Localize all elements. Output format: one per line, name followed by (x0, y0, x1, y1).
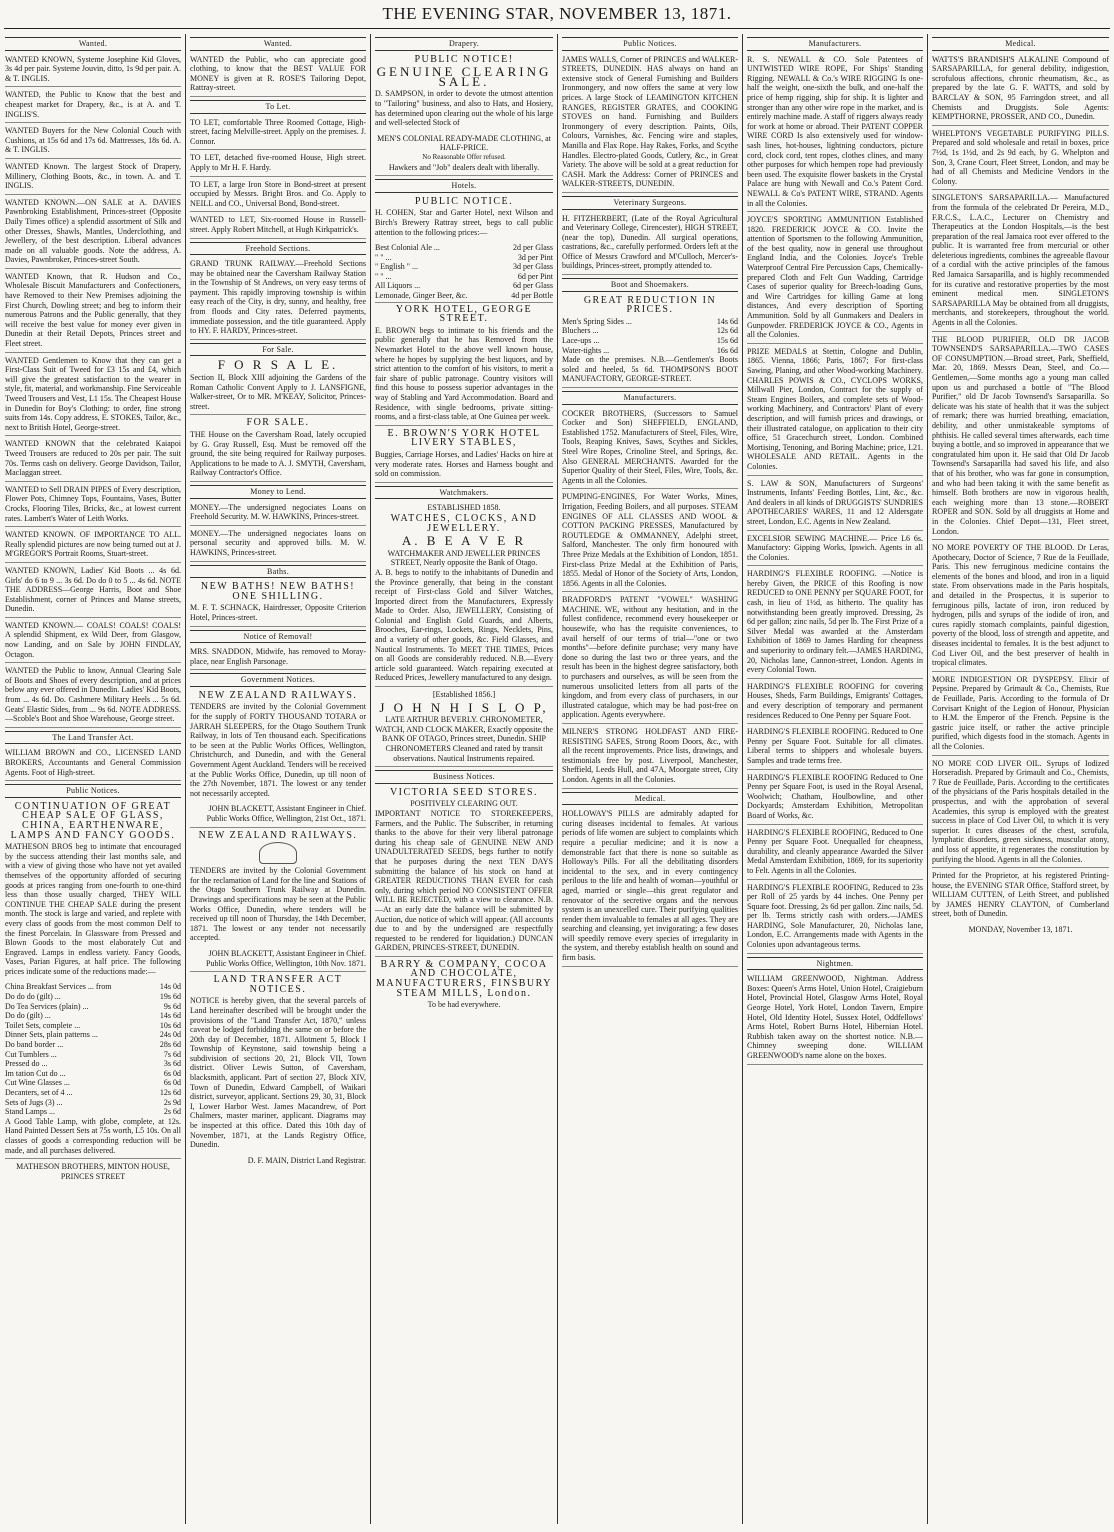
item-label: Water-tights ... (562, 345, 610, 355)
item-price: 6s 0d (163, 1078, 181, 1088)
issue-date: MONDAY, November 13, 1871. (968, 925, 1073, 935)
signature: JOHN BLACKETT, Assistant Engineer in Chief. Public Works Office, Wellington, 10th Nov. 1871. (190, 949, 366, 972)
advertisement: TO LET, a large Iron Store in Bond-street at present occupied by Messrs. Bright Bros. and Co. Apply to NEILL and CO., Universal Bond, Bond-street. (190, 180, 366, 213)
column-divider (185, 34, 186, 1524)
price-row (562, 336, 738, 346)
advertisement: WANTED KNOWN. OF IMPORTANCE TO ALL. Really splendid pictures are now being turned out at J. M'GREGOR'S Portrait Rooms, Stuart-street. (5, 530, 181, 563)
section-heading: Wanted. (5, 37, 181, 51)
column-divider (370, 34, 371, 1524)
price-row (562, 326, 738, 336)
item-price: 6d per Pint (517, 271, 553, 281)
advertisement: MONEY.—The undersigned negociates Loans on Freehold Security. M. W. HAWKINS, Princes-street. (190, 503, 366, 526)
item-label: " " ... (375, 271, 392, 281)
advertisement: THE BLOOD PURIFIER, OLD DR JACOB TOWNSEND'S SARSAPARILLA.—TWO CASES OF CONSUMPTION.—Broad street, Park, Sheffield, Mar. 20, 1869. Messrs Dean, Steel, and Co.—Gentlemen,—Some months ago a young man called upon us and purchased a bottle of "The Blood Purifier," old Dr Jacob Townsend's Sarsaparilla. So delicate was his state of health that it was the subject of remark; there was hurried breathing, emaciation, debility, and other unmistakeable symptoms of phthisis. He called several times afterwards, each time buying a bottle, and so improved in appearance that we congratulated him upon it. He said that Old Dr Jacob Townsend's Sarsaparilla had saved his life, and also that of his brother, who was far gone in consumption, and who had been taking it with the same benefit as himself. Both brothers are now in vigorous health, each weighing more than 13 stone.—ROBERT ROPER and SON. Sold by all druggists at Home and in the Colonies. Chief Depot—131, Fleet street, London. (932, 335, 1109, 540)
section-heading: Medical. (562, 792, 738, 806)
price-row (375, 281, 553, 291)
item-price: 16s 6d (716, 345, 738, 355)
column-2 (187, 34, 369, 1524)
item-price: 7s 6d (163, 1049, 181, 1059)
advertisement: WANTED the Public to know, Annual Clearing Sale of Boots and Shoes of every description, and at prices below any ever offered in Dunedin. Ladies' Kid Boots, from ... 4s 6d. Do. Cashmere Military Heels ... 5s 6d. Geats' Elastic Sides, from ... 9s 6d. NOTE ADDRESS.—Scoble's Boot and Shoe Warehouse, George street. (5, 666, 181, 728)
section-heading: Nightmen. (747, 957, 923, 971)
ad-heading: BARRY & COMPANY, COCOA AND CHOCOLATE, MANUFACTURERS, FINSBURY STEAM MILLS, London. (375, 958, 552, 999)
column-divider (927, 34, 928, 1524)
price-row (5, 1021, 181, 1031)
section-heading: Government Notices. (190, 673, 366, 687)
section-heading: Veterinary Surgeons. (562, 196, 738, 210)
section-heading: For Sale. (190, 343, 366, 357)
item-price: 15s 6d (716, 336, 738, 346)
advertisement: WANTED KNOWN.— COALS! COALS! COALS! A splendid Shipment, ex Wild Deer, from Glasgow, now Landing, and on Sale by JOHN FINDLAY, Octagon. (5, 621, 181, 663)
price-row (5, 1069, 181, 1079)
column-3 (372, 34, 556, 1524)
section-heading: Boot and Shoemakers. (562, 278, 738, 292)
ad-heading: NEW ZEALAND RAILWAYS. (198, 689, 358, 701)
section-heading: Baths. (190, 565, 366, 579)
advertisement: WANTED Buyers for the New Colonial Couch with Cushions, at 15s 6d and 17s 6d. Mattresses, 18s 6d. A. & T. INGLIS. (5, 126, 181, 159)
price-list (5, 982, 181, 1116)
advertisement: E. BROWN begs to intimate to his friends and the public generally that he has Removed from the Newmarket Hotel to the above well known house, where he hopes by supplying the best liquors, and by strict attention to the comfort of his visitors, to merit a fair share of public patronage. Country visitors will find this house to possess superior advantages in the way of Stabling and Yard Accommodation. Board and Residence, with single bedrooms, private sitting-rooms, and a first-class table, at One Guinea per week. (375, 326, 553, 426)
price-row (375, 243, 553, 253)
advertisement: TENDERS are invited by the Colonial Government for the reclamation of Land for the line and Stations of the Otago Southern Trunk Railway at Dunedin. Drawings and specifications may be seen at the Public Works Office, Dunedin, where tenders will be received up till noon of Thursday, the 14th December, 1871. The lowest or any tender not necessarily accepted. (190, 866, 366, 943)
item-price: 6d per Glass (513, 281, 553, 291)
advertisement: NOTICE is hereby given, that the several parcels of Land hereinafter described will be brought under the provisions of the "Land Transfer Act, 1870," unless caveat be lodged forbidding the same on or before the 20th day of December, 1871. Allotment 5, Block I Township of Keynstone, said township being a subdivision of sections 20, 21, Block VII, Town district. Oliver Lewis Sutton, of Caversham, blacksmith, applicant. Part of section 27, Block XIV, Town of Dunedin, Edward Campbell, of Waikari district, surveyor, applicant. Sections 29, 30, 31, Block I, Lower Harbor West. James Macandrew, of Port Chalmers, master mariner, applicant. Diagrams may be inspected at this office. Dated this 10th day of November, 1871, at the Lands Registry Office, Dunedin. (190, 996, 366, 1150)
price-row (5, 1030, 181, 1040)
item-label: Do do (gilt) ... (5, 1011, 51, 1021)
item-label: Stand Lamps ... (5, 1107, 55, 1117)
section-heading: Money to Lend. (190, 485, 366, 499)
advertisement: LATE ARTHUR BEVERLY. CHRONOMETER, WATCH, AND CLOCK MAKER, Exactly opposite the BANK OF OTAGO, Princes street, Dunedin. SHIP CHRONOMETERS Cleaned and rated by transit observations. Nautical Instruments repaired. (375, 715, 553, 767)
advertisement: HARDING'S FLEXIBLE ROOFING. Reduced to One Penny per Square Foot. Suitable for all climates. Liberal terms to shippers and wholesale buyers. Samples and trade terms free. (747, 727, 923, 769)
advertisement: MRS. SNADDON, Midwife, has removed to Moray-place, near English Parsonage. (190, 647, 366, 670)
item-label: Dinner Sets, plain patterns ... (5, 1030, 98, 1040)
advertisement: H. FITZHERBERT, (Late of the Royal Agricultural and Veterinary College, Cirencester), HIGH STREET, (near the top), Dunedin. All surgical operations, castrations, &c., carefully performed. Orders left at the Office of Messrs Crawford and M'Culloch, Mercer's-buildings, Princes-street, promptly attended to. (562, 214, 738, 276)
section-heading: Manufacturers. (562, 391, 738, 405)
advertisement: THE House on the Caversham Road, lately occupied by G. Gray Russell, Esq. Must be removed off the ground, the site being required for Railway purposes. Applications to be made to A. J. SMYTH, Caversham, Railway Contractor's Office. (190, 430, 366, 482)
ad-heading: VICTORIA SEED STORES. (389, 786, 539, 798)
item-label: Toilet Sets, complete ... (5, 1020, 81, 1030)
notice-heading: CONTINUATION OF GREAT CHEAP SALE OF GLASS, CHINA, EARTHENWARE, LAMPS AND FANCY GOODS. (10, 800, 176, 841)
column-divider (742, 34, 743, 1524)
ad-line: To be had everywhere. (427, 1000, 501, 1010)
advertisement: NO MORE COD LIVER OIL. Syrups of Iodized Horseradish. Prepared by Grimault and Co., Chemists, 7 Rue de Feuillade, Paris. According to the certificates of the physicians of the Paris hospitals detailed in the prospectus, and with the approbation of several Academies, this syrup is employed with the greatest success in place of Cod Liver Oil, to which it is very superior. It cures diseases of the chest, scrofula, lymphatic disorders, green sickness, muscular atony, and loss of appetite, it regenerates the constitution by purifying the blood. Agents in all the Colonies. (932, 759, 1109, 869)
price-row (5, 1088, 181, 1098)
advertisement: WANTED KNOWN.—ON SALE at A. DAVIES Pawnbroking Establishment, Princes-street (Opposite Daily Times office) a splendid assortment of Silk and other Dresses, Shawls, Mantles, Underclothing, and Jewellery, of the best description. Liberal advances made on all valuable goods. Note the address, A. Davies, Pawnbroker, Princes-street South. (5, 198, 181, 269)
ad-line: ESTABLISHED 1858. (427, 503, 501, 513)
column-6 (929, 34, 1112, 1524)
advertisement: HARDING'S FLEXIBLE ROOFING. —Notice is hereby Given, the PRICE of this Roofing is now REDUCED to ONE PENNY per SQUARE FOOT, for cash, in lieu of 1½d, as hitherto. The quality has notwithstanding been greatly improved. Dressing, 2s 6d per gallon; zinc nails, 5d per lb. The First Prize of a Silver Medal was awarded at the Amsterdam Exhibition of 1869 to James Harding for cheapness and superiority to ordinary felt.—JAMES HARDING, 20, Nicholas lane, Cannon-street, London. Agents in every Colonial Town. (747, 569, 923, 679)
ad-heading: GENUINE CLEARING SALE. (376, 64, 552, 89)
item-label: China Breakfast Services ... from (5, 982, 112, 992)
advertisement: NO MORE POVERTY OF THE BLOOD. Dr Leras, Apothecary, Doctor of Science, 7 Rue de la Feuillade, Paris. This new ferruginous medicine contains the elements of the bones and blood, and iron in a liquid state. From observations made in the Paris hospitals, and detailed in the Prospectus, it is superior to ferruginous pills, lactate of iron, iron reduced by hydrogen, pills and syrups of the iodide of iron, and cures rapidly stomach complaints, painful digestion, poverty of the blood, loss of strength and appetite, and diseases incidental to females. It is the best adjunct to Cod Liver Oil, and the best preserver of health in tropical climates. (932, 543, 1109, 672)
item-label: Cut Wine Glasses ... (5, 1078, 70, 1088)
item-label: Do Tea Services (plain) ... (5, 1001, 89, 1011)
advertisement: WILLIAM BROWN and CO., LICENSED LAND BROKERS, Accountants and General Commission Agents. Foot of High-street. (5, 748, 181, 781)
advertisement: COCKER BROTHERS, (Successors to Samuel Cocker and Son) SHEFFIELD, ENGLAND, Established 1752. Manufacturers of Steel, Files, Wire, Tools, Reaping Knives, Saws, Scythes and Sickles, Steel Wire Ropes, Crinoline Steel, and Springs, &c. Also GENERAL MERCHANTS. Awarded for the Superior Quality of their Steel, Files, Wire, Tools, &c. Agents in all the Colonies. (562, 409, 738, 490)
ad-heading: A. B E A V E R (401, 533, 527, 549)
section-heading: Manufacturers. (747, 37, 923, 51)
item-label: " " ... (375, 252, 392, 262)
signature: JOHN BLACKETT, Assistant Engineer in Chief. Public Works Office, Wellington, 21st Oct., 1871. (190, 804, 366, 827)
advertisement: R. S. NEWALL & CO. Sole Patentees of UNTWISTED WIRE ROPE, For Ships' Standing Rigging. NEWALL & Co.'s WIRE RIGGING Is one-half the weight, one-sixth the bulk, and one-half the price of hemp rigging, ship for ship. It is lighter and stronger than any other wire rope in the market, and is entirely machine made. A staff of riggers always ready for work at home or abroad. Their PATENT COPPER WIRE CORD Is also extensively used for window-sash lines, hot-houses, lightning conductors, picture cord, clock cord, tent ropes, clothes clines, and many other purposes for which hempen rope had previously been used. The exquisite flower baskets in the Crystal Palace are hung with Newall and Co.'s Patent Cord. NEWALL & Co's PATENT WIRE, STRAND. Agents in all the Colonies. (747, 55, 923, 213)
item-label: All Liquors ... (375, 281, 421, 291)
item-price: 14s 0d (159, 982, 181, 992)
advertisement: HARDING'S FLEXIBLE ROOFING Reduced to One Penny per Square Foot, is used in the Royal Arsenal, Woolwich; Chatham, Houlbowline, and other Dockyards; Amsterdam Exhibition, Metropolitan Board of Works, &c. (747, 773, 923, 825)
ad-line: MEN'S COLONIAL READY-MADE CLOTHING, at HALF-PRICE. (377, 133, 551, 153)
advertisement: EXCELSIOR SEWING MACHINE.— Price L6 6s. Manufactory: Gipping Works, Ipswich. Agents in all the Colonies. (747, 534, 923, 567)
ad-heading: J O H N H I S L O P, (379, 699, 549, 715)
ad-heading: PUBLIC NOTICE! (414, 53, 514, 65)
ads-list (190, 55, 366, 97)
ad-heading: GREAT REDUCTION IN PRICES. (583, 294, 717, 316)
advertisement: MILNER'S STRONG HOLDFAST AND FIRE-RESISTING SAFES, Strong Room Doors, &c., with all the recent improvements. Price lists, drawings, and testimonials free by post. Liverpool, Manchester, Sheffield, Leeds Hull, and 47A, Moorgate street, City London. Agents in all the Colonies. (562, 727, 738, 789)
coat-of-arms-icon (259, 842, 297, 864)
advertisement: GRAND TRUNK RAILWAY.—Freehold Sections may be obtained near the Caversham Railway Station in the Township of St Andrews, on very easy terms of payment. This rapidly improving township is within easy reach of the City, is dry, sunny, and healthy, free from floods and City rates. Deferred payments, immediate possession, and the title guaranteed. Apply to HY. F. HARDY, Princes-street. (190, 259, 366, 340)
price-row (375, 291, 553, 301)
item-price: 28s 6d (159, 1040, 181, 1050)
section-heading: Watchmakers. (375, 486, 553, 500)
ad-heading: FOR SALE. (246, 417, 310, 429)
signature: D. F. MAIN, District Land Registrar. (247, 1155, 366, 1165)
ad-line: WATCHMAKER AND JEWELLER PRINCES STREET, Nearly opposite the Bank of Otago. (387, 548, 541, 568)
item-price: 14s 6d (159, 1011, 181, 1021)
item-price: 12s 6d (159, 1088, 181, 1097)
advertisement: IMPORTANT NOTICE TO STOREKEEPERS, Farmers, and the Public. The Subscriber, in returning thanks to the above for their very liberal patronage during his cheap sale of GENUINE NEW AND UNADULTERATED SEEDS, begs further to notify that he purposes during the next TEN DAYS submitting the balance of his stock on hand at GREATER REDUCTIONS THAN EVER for cash only, during which period NO CONSISTENT OFFER WILL BE REJECTED, with a view to clearance. N.B.—At an early date the balance will be submitted by Auction, due notice of which will appear. (All accounts due to and by the undersigned are respectfully requested to be rendered for liquidation.) DUNCAN GARDEN, PRINCES-STREET, DUNEDIN. (375, 809, 553, 957)
item-label: Cut Tumblers ... (5, 1049, 57, 1059)
ads-list (747, 569, 923, 953)
advertisement: WANTED Known. The largest Stock of Drapery, Millinery, Clothing Boots, &c., in town. A. and T. INGLIS. (5, 162, 181, 195)
advertisement: HARDING'S FLEXIBLE ROOFING, Reduced to One Penny per Square Foot. Unequalled for cheapness, durability, and cleanly appearance Awarded the Silver Medal Amsterdam Exhibition, 1869, for its superiority to Felt. Agents in all the Colonies. (747, 828, 923, 880)
item-price: 14s 6d (716, 316, 738, 326)
advertisement: JAMES WALLS, Corner of PRINCES and WALKER-STREETS, DUNEDIN. HAS always on hand an extensive stock of General Furnishing and Builders Ironmongery, and now offers the same at very low prices. A large Stock of LEAMINGTON KITCHEN RANGES, REGISTER GRATES, and COOKING STOVES on hand. Furnishing and Builders Ironmongery of every description. Paints, Oils, Colours, Varnishes, &c. Fencing wire and staples, Manilla and Flax Rope. Hay Rakes, Forks, and Scythe Handles. Electro-plated Goods, Cutlery, &c., in Great Variety. The above will be sold at a great reduction for CASH. Mark the Address: Corner of PRINCES and WALKER-STREETS, DUNEDIN. (562, 55, 738, 193)
item-price: 9s 6d (163, 1001, 181, 1011)
section-heading: To Let. (190, 100, 366, 114)
advertisement: TO LET, comfortable Three Roomed Cottage, High-street, facing Melville-street. Apply on the premises. J. Connor. (190, 118, 366, 151)
advertisement: A. B. begs to notify to the inhabitants of Dunedin and the Province generally, that being in the constant receipt of First-class Gold and Silver Watches, Imported direct from the Manufacturers, Expressly Made to Order. Also, JEWELLERY, Consisting of Colonial and English Gold Guards, and Alberts, Brooches, Ear-rings, Lockets, Rings, Necklets, Pins, and a variety of other goods, &c. Field Glasses, and Nautical Instruments. To MEET THE TIMES, Prices on all Goods are considerably reduced. N.B.—Every article sold guaranteed. Watch repairing executed at Reduced Prices, Jewellery manufactured to any design. (375, 568, 553, 687)
printer-imprint: Printed for the Proprietor, at his registered Printing-house, the EVENING STAR Office, Stafford street, by WILLIAM CUTTEN, of Leith Street, and published by JAMES HENRY CLAYTON, of Cumberland street, both of Dunedin. (932, 871, 1109, 919)
section-heading: Public Notices. (562, 37, 738, 51)
ads-list (190, 118, 366, 239)
item-price: 3s 6d (163, 1059, 181, 1069)
item-label: Men's Spring Sides ... (562, 316, 632, 326)
section-heading: Freehold Sections. (190, 242, 366, 256)
advertisement: M. F. T. SCHNACK, Hairdresser, Opposite Criterion Hotel, Princes-street. (190, 603, 366, 626)
item-label: Bluchers ... (562, 326, 599, 336)
advertisement: WANTED to LET, Six-roomed House in Russell-street. Apply Robert Mitchell, at Hugh Kirkpatrick's. (190, 215, 366, 238)
price-row (5, 982, 181, 992)
ad-line: No Reasonable Offer refused. (422, 152, 506, 161)
section-heading: Notice of Removal! (190, 630, 366, 644)
price-row (5, 1011, 181, 1021)
advertisement: Made on the premises. N.B.—Gentlemen's Boots soled and heeled, 5s 6d. THOMPSON'S BOOT MANUFACTORY, GEORGE-STREET. (562, 355, 738, 388)
advertisement: MONEY.—The undersigned negociates loans on personal security and approved bills. M. W. HAWKINS, Princes-street. (190, 529, 366, 562)
ad-heading: NEW ZEALAND RAILWAYS. (198, 829, 358, 841)
item-label: Sets of Jugs (3) ... (5, 1097, 63, 1107)
section-heading: The Land Transfer Act. (5, 731, 181, 745)
item-label: Im tation Cut do ... (5, 1068, 66, 1078)
notice-tail: A Good Table Lamp, with globe, complete, at 12s. Hand Painted Dessert Sets at 75s worth, L5 10s. On all classes of goods a corresponding reduction will be made, and all purchases delivered. (5, 1117, 181, 1159)
ad-heading: YORK HOTEL, GEORGE STREET. (375, 302, 553, 324)
advertisement: WANTED Known, that R. Hudson and Co., Wholesale Biscuit Manufacturers and Confectioners, have Removed to their New Premises adjoining the First Church, Dowling street; and beg to inform their numerous Patrons and the Public generally, that they will receive the best value for money ever given in Dunedin at their Retail Depots, Princes street and Fleet street. (5, 272, 181, 353)
item-label: " English " ... (375, 262, 418, 272)
item-price: 3d per Pint (517, 252, 553, 262)
price-row (562, 346, 738, 356)
advertisement: WANTED the Public, who can appreciate good clothing, to know that the BEST VALUE FOR MONEY is given at R. ROSE'S Tailoring Depot, Rattray-street. (190, 55, 366, 97)
masthead-rule (4, 28, 1110, 29)
advertisement: WANTED KNOWN, Ladies' Kid Boots ... 4s 6d. Girls' do 6 to 9 ... 3s 6d. Do do 0 to 5 ... 4s 6d. NOTE THE ADDRESS—George Harris, Boot and Shoe Establishment, corner of Princes and Manse streets, Dunedin. (5, 566, 181, 618)
advertisement: H. COHEN, Star and Garter Hotel, next Wilson and Birch's Brewery Rattray street, begs to call public attention to the following prices:— (375, 208, 553, 237)
column-1 (2, 34, 184, 1524)
ad-heading: LAND TRANSFER ACT NOTICES. (213, 974, 343, 995)
column-divider (557, 34, 558, 1524)
price-row (5, 1098, 181, 1108)
price-row (5, 1059, 181, 1069)
section-heading: Business Notices. (375, 770, 553, 784)
advertisement: Section II, Block XIII adjoining the Gardens of the Roman Catholic Convent Apply to J. LANSFIGNE, Walker-street, Or to MR. M'KEAY, Solicitor, Princes-street. (190, 373, 366, 415)
masthead-title: THE EVENING STAR, NOVEMBER 13, 1871. (382, 4, 732, 23)
advertisement: HARDING'S FLEXIBLE ROOFING for covering Houses, Sheds, Farm Buildings, Emigrants' Cottages, and every description of temporary and permanent residences Reduced to One Penny per Square Foot. (747, 682, 923, 724)
advertisement: WATTS'S BRANDISH'S ALKALINE Compound of SARSAPARILLA, for general debility, indigestion, scrofulous affections, chronic rheumatism, &c., as prepared by the late G. F. WATTS, and sold by BARCLAY & SON, 95 Farringdon street, and all Chemists and Druggists. Sole Agents: KEMPTHORNE, PROSSER, AND CO., Dunedin. (932, 55, 1109, 126)
ad-heading: PUBLIC NOTICE. (414, 195, 514, 207)
ad-heading: F O R S A L E. (217, 357, 339, 373)
item-label: Do do do (gilt) ... (5, 992, 61, 1002)
ads-list (5, 55, 181, 728)
signoff: MATHESON BROTHERS, MINTON HOUSE, PRINCES STREET (16, 1162, 170, 1181)
section-heading: Medical. (932, 37, 1109, 51)
advertisement: TO LET, detached five-roomed House, High street. Apply to Mr H. F. Hardy. (190, 153, 366, 176)
advertisement: PUMPING-ENGINES, For Water Works, Mines, Irrigation, Feeding Boilers, and all purposes. STEAM ENGINES OF ALL CLASSES AND WOOL & COTTON PACKING PRESSES, Manufactured by ROUTLEDGE & OMMANNEY, Adelphi street, Salford, Manchester. The only firm honoured with Three Prize Medals at the Exhibition of London, 1851. First-class Prize Medal at the Exhibition of Paris, 1855. Medal of Honor of the Society of Arts, London, 1856. Agents in all the Colonies. (562, 492, 738, 592)
advertisement: WHELPTON'S VEGETABLE PURIFYING PILLS. Prepared and sold wholesale and retail in boxes, price 7½d, 1s 1½d, and 2s 9d each, by G. Whelpton and Son, 3, Crane Court, Fleet Street, London, and may be had of all Chemists and Medicine Vendors in the Colony. (932, 129, 1109, 191)
section-heading: Hotels. (375, 179, 553, 193)
advertisement: WILLIAM GREENWOOD, Nightman. Address Boxes: Queen's Arms Hotel, Union Hotel, Craigieburn Hotel, Provincial Hotel, Glasgow Arms Hotel, Royal George Hotel, York Hotel, London Tavern, Empire Hotel, Old Identity Hotel, Sussex Hotel, Oddfellows' Arms Hotel, Robert Burns Hotel, Hibernian Hotel. Rubbish taken away on the shortest notice. N.B.—Chimney sweeping done. WILLIAM GREENWOOD's name alone on the boxes. (747, 974, 923, 1064)
advertisement: HOLLOWAY'S PILLS are admirably adapted for curing diseases incidental to females. At various periods of life women are subject to complaints which require a peculiar medicine; and it is now a demonstrable fact that there is none so suitable as Holloway's Pills. For all the debilitating disorders incidental to the sex, and in every contingency perilous to the life and health of woman—youthful or aged, married or single—this great regulator and renovator of the secretive organs and the nervous system is an unexcelled cure. Their purifying qualities render them invaluable to females at all ages. They are searching and cleansing, yet invigorating; a few doses will speedily remove every species of irregularity in the system, and thereby establish health on sound and firm basis. (562, 809, 738, 967)
price-row (562, 317, 738, 327)
item-label: Lace-ups ... (562, 336, 600, 346)
advertisement: HARDING'S FLEXIBLE ROOFING, Reduced to 23s per Roll of 25 yards by 44 inches. One Penny per Square foot. Dressing, 2s 6d per gallon. Zinc nails, 5d. per lb. Terms strictly cash with orders.—JAMES HARDING, Sole Manufacturer, 20, Nicholas lane, London, E.C. Arrangements made with Agents in the Colonies upon advantageous terms. (747, 883, 923, 954)
item-price: 3d per Glass (513, 262, 553, 272)
ad-heading: NEW BATHS! NEW BATHS! ONE SHILLING. (200, 581, 356, 602)
advertisement: WANTED, the Public to Know that the best and cheapest market for Drapery, &c., is at A. and T. INGLIS'S. (5, 90, 181, 123)
ad-line: [Established 1856.] (432, 690, 496, 700)
advertisement: S. LAW & SON, Manufacturers of Surgeons' Instruments, Infants' Feeding Bottles, Lint, &c., &c. And dealers in all kinds of DRUGGISTS' SUNDRIES APOTHECARIES' WARES, 11 and 12 Aldersgate street, London, E.C. Agents in New Zealand. (747, 479, 923, 531)
advertisement: Buggies, Carriage Horses, and Ladies' Hacks on hire at very moderate rates. Horses and Harness bought and sold on commission. (375, 450, 553, 483)
advertisement: MORE INDIGESTION OR DYSPEPSY. Elixir of Pepsine. Prepared by Grimault & Co., Chemists, Rue de Feuillade, Paris. According to the formula of Dr Corvisart Knight of the Legion of Honour, Physician to H.M. the Emperor of the French. Pepsine is the gastric juice itself, or rather the active principle purified, which digests food in the stomach. Agents in all the Colonies. (932, 675, 1109, 756)
advertisement: PRIZE MEDALS at Stettin, Cologne and Dublin, 1865. Vienna, 1866; Paris, 1867; For first-class Sawing, Planing, and other Wood-working Machinery. CHARLES POWIS & CO., CYCLOPS WORKS, Millwall Pier, London, Contract for the supply of Steam Engines Boilers, and complete sets of Wood-working Machinery, and Contractors' Plant of every description, and will furnish prices and drawings, or their illustrated catalogue, on application to their city office, 51 Gracechurch street, London. Combined Mortising, Tenoning, and Boring Machine; price, L21. WHOLESALE AND RETAIL. Agents in the Colonies. (747, 347, 923, 476)
advertisement: WANTED to Sell DRAIN PIPES of Every description, Flower Pots, Chimney Tops, Fountains, Vases, Butter Crocks, Flooring Tiles, Bricks, &c., at lowest current rates. Lambert's Water of Leith Works. (5, 485, 181, 527)
price-row (5, 1040, 181, 1050)
item-label: Pressed do ... (5, 1059, 48, 1069)
price-row (5, 1078, 181, 1088)
item-label: Decanters, set of 4 ... (5, 1088, 73, 1097)
price-row (375, 272, 553, 282)
item-price: 10s 6d (159, 1020, 181, 1030)
ad-line: POSITIVELY CLEARING OUT. (410, 799, 518, 809)
item-label: Lemonade, Ginger Beer, &c. (375, 291, 468, 301)
price-row (375, 262, 553, 272)
price-row (375, 253, 553, 263)
price-list (562, 317, 738, 355)
price-row (5, 992, 181, 1002)
price-row (5, 1050, 181, 1060)
section-heading: Drapery. (375, 37, 553, 51)
notice-body: MATHESON BROS beg to intimate that encouraged by the success attending their last months sale, and with a view of giving those who have not yet availed themselves of the opportunity afforded of securing goods at prices ranging from one-fourth to one-third less than those usually charged, THEY WILL CONTINUE THE CHEAP SALE during the present month. The stock is large and varied, and replete with every class of goods from the most common Delf to the finest Porcelain. In Glassware from Pressed and Blown Goods to the most elaborately Cut and Engraved. Lamps in endless variety. Fancy Goods, Vases, Parian Figures, at half price. The following prices indicate some of the reductions made:— (5, 842, 181, 976)
item-price: 4d per Bottle (511, 291, 553, 301)
advertisement: TENDERS are invited by the Colonial Government for the supply of FORTY THOUSAND TOTARA or JARRAH SLEEPERS, for the Otago Southern Trunk Railway, in lots of Ten thousand each. Specifications to be seen at the Public Works Offices, Wellington, Christchurch, and Dunedin, and with the General Government Agent Auckland. Tenders will be received at the Public Works Office, Dunedin, up till noon of the 27th November, 1871. The lowest or any tender not necessarily accepted. (190, 702, 366, 798)
item-label: Best Colonial Ale ... (375, 243, 440, 253)
item-price: 2s 9d (163, 1097, 181, 1107)
ads-list (190, 503, 366, 562)
ad-heading: WATCHES, CLOCKS, AND JEWELLERY. (390, 512, 538, 534)
price-row (5, 1002, 181, 1012)
item-price: 2s 6d (163, 1107, 181, 1117)
column-5 (744, 34, 926, 1524)
price-row (5, 1107, 181, 1117)
price-list (375, 243, 553, 301)
item-price: 24s 0d (159, 1030, 181, 1040)
section-heading: Wanted. (190, 37, 366, 51)
advertisement: WANTED KNOWN, Systeme Josephine Kid Gloves, 3s 4d per pair. Systeme Jouvin, ditto, 1s 9d per pair. A. & T. INGLIS. (5, 55, 181, 88)
advertisement: D. SAMPSON, in order to devote the utmost attention to "Tailoring" business, and also to Hats, and Hosiery, has determined upon clearing out the whole of his large and well-selected Stock of (375, 89, 553, 128)
section-heading: Public Notices. (5, 784, 181, 798)
ad-line: Hawkers and "Job" dealers dealt with liberally. (375, 163, 553, 177)
item-price: 2d per Glass (513, 243, 553, 253)
advertisement: JOYCE'S SPORTING AMMUNITION Established 1820. FREDERICK JOYCE & CO. Invite the attention of Sportsmen to the following Ammunition, of the best quality, now in general use throughout England India, and the Colonies. Joyce's Treble Waterproof Central Fire Percussion Caps, Chemically-prepared Cloth and Felt Gun Wadding, Cartridge Cases of superior quality for Breech-loading Guns, and Wire Cartridges for killing Game at long distances, And every description of Sporting Ammunition. Sold by all Gunmakers and Dealers in Gunpowder. FREDERICK JOYCE & CO., Agents in all the Colonies. (747, 215, 923, 344)
advertisement: BRADFORD'S PATENT "VOWEL" WASHING MACHINE. WE, without any hesitation, and in the fullest confidence, recommend every housekeeper or housewife, who has the requisite conveniences, to avail herself of our terms of trial—"one or two months"—before definite purchase; very many have done so during the last two or three years, and the result has been in the highest degree satisfactory, both to purchasers and ourselves, as will be seen from the numerous unsolicited letters from all parts of the kingdom, and from every class of purchasers, in our illustrated catalogue, which may be had post-free on application. Agents everywhere. (562, 595, 738, 724)
advertisement: WANTED Gentlemen to Know that they can get a First-Class Suit of Tweed for £3 15s and £4, which will give the greatest satisfaction to the wearer in style, fit, material, and workmanship. Fine Serviceable Tweed Trousers and Vest, L1 15s. The Cheapest House in Dunedin for Boy's Clothing: to order, fine strong suits from 14s. Copy address, E. STOKES, Tailor, &c., next to British Hotel, George-street. (5, 356, 181, 437)
item-price: 12s 6d (716, 326, 738, 336)
advertisement: SINGLETON'S SARSAPARILLA.— Manufactured from the formula of the celebrated Dr Pereira, M.D., F.R.C.S., L.A.C., Lecturer on Chemistry and Therapeutics at the London Hospitals,—is the best preparation of the real Jamaica root ever offered to the public. It is warranted free from mercurial or other deleterious ingredients, combines the agreeable flavour of a cordial with the active principles of the famous Red Jamaica Sarsaparilla, and is highly recommended for its curative and restorative properties by the most eminent medical men. SINGLETON'S SARSAPARILLA May be obtained from all druggists, merchants, and storekeepers, throughout the world. Agents in all the Colonies. (932, 193, 1109, 331)
ad-heading: E. BROWN'S YORK HOTEL LIVERY STABLES, (387, 427, 541, 449)
advertisement: WANTED KNOWN that the celebrated Kaiapoi Tweed Trousers are reduced to 20s per pair. The suit 70s. Terms cash on delivery. George Davidson, Tailor, Maclaggan street. (5, 439, 181, 481)
item-price: 6s 0d (163, 1068, 181, 1078)
item-label: Do band border ... (5, 1040, 64, 1050)
item-price: 19s 6d (159, 992, 181, 1002)
column-4 (559, 34, 741, 1524)
